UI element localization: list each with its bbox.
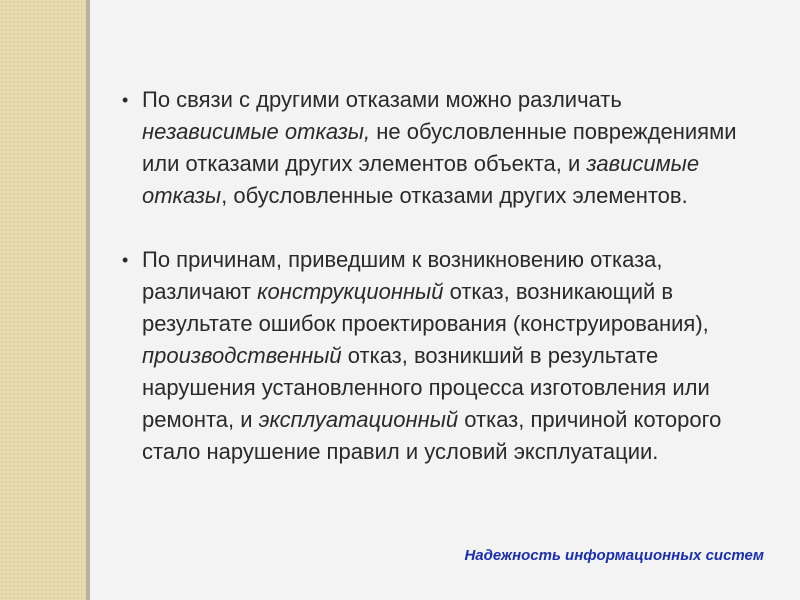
bullet-text (142, 247, 721, 464)
text-segment: По причинам, приведшим к возникновению отказа, различают (142, 247, 663, 304)
decorative-side-bar (0, 0, 86, 600)
bullet-item-causes (122, 244, 752, 468)
text-segment: отказ, возникший в результате нарушения установленного процесса изготовления или ремонта, и (142, 343, 710, 432)
bullet-marker: • (122, 250, 129, 270)
bullet-text (142, 87, 737, 208)
italic-term: зависимые отказы (142, 151, 700, 208)
text-segment: По связи с другими отказами можно различать (142, 87, 622, 112)
text-segment: , обусловленные отказами других элементов. (221, 183, 688, 208)
side-bar-divider (86, 0, 90, 600)
italic-term: конструкционный (257, 279, 444, 304)
text-segment: отказ, возникающий в результате ошибок проектирования (конструирования), (142, 279, 709, 336)
italic-term: независимые отказы, (142, 119, 371, 144)
bullet-marker: • (122, 90, 129, 110)
footer-course-title: Надежность информационных систем (464, 547, 764, 564)
italic-term: эксплуатационный (258, 407, 459, 432)
bullet-item-dependency (122, 84, 752, 212)
text-segment: не обусловленные повреждениями или отказами других элементов объекта, и (142, 119, 737, 176)
slide-content (122, 84, 752, 468)
italic-term: производственный (142, 343, 342, 368)
text-segment: отказ, причиной которого стало нарушение правил и условий эксплуатации. (142, 407, 722, 464)
